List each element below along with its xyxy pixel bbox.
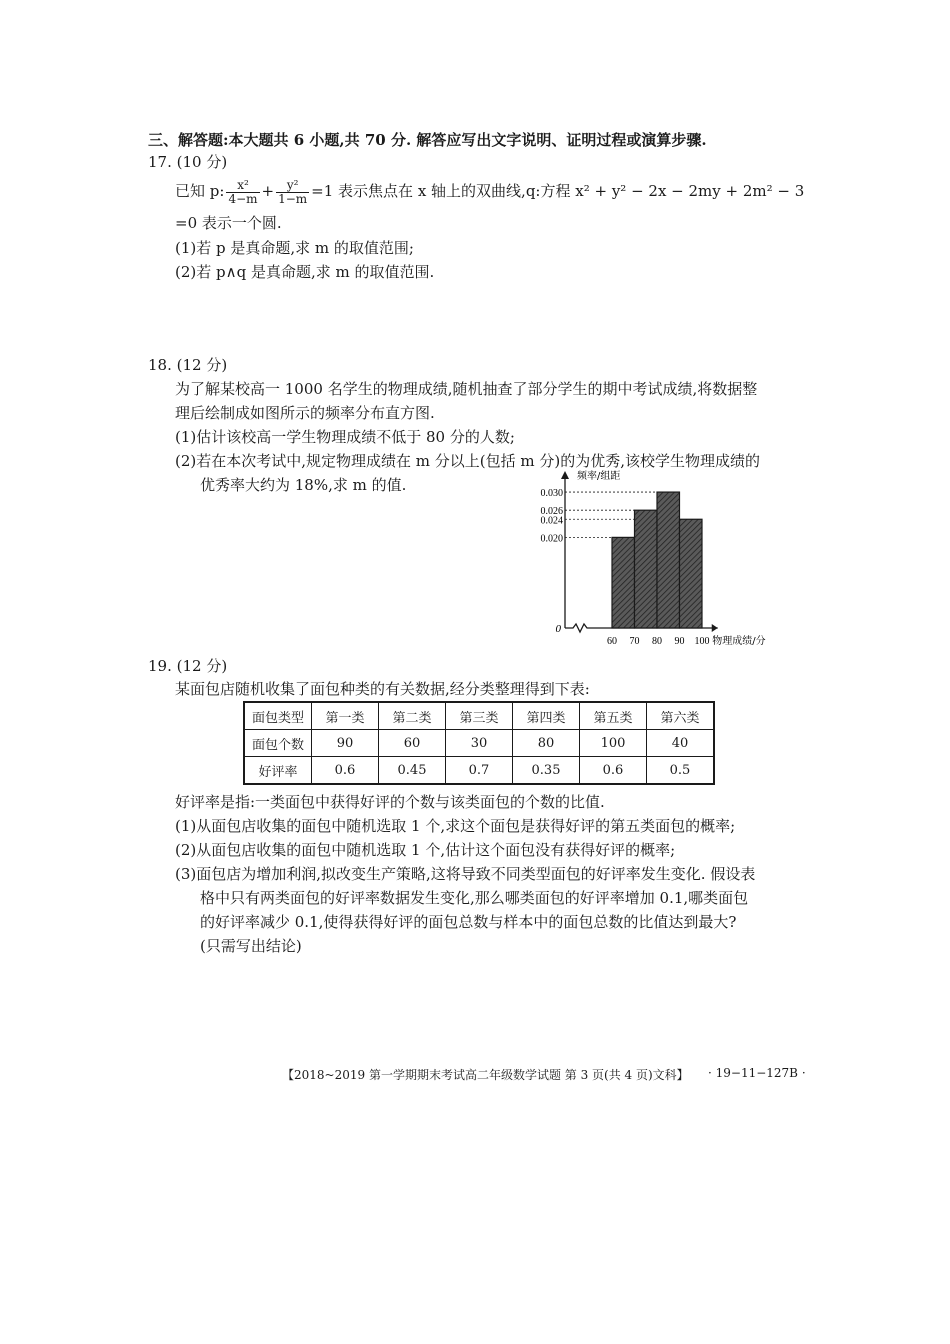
q19-part1: (1)从面包店收集的面包中随机选取 1 个,求这个面包是获得好评的第五类面包的概率; [175,817,736,835]
table-cell: 面包个数 [244,730,312,757]
y-axis-label: 频率/组距 [577,471,621,482]
table-header-cell: 面包类型 [244,702,312,730]
table-cell: 0.35 [513,757,580,785]
q17-frac2-num: y² [276,179,309,193]
bread-data-table [243,701,715,785]
q19-part3-line2: 格中只有两类面包的好评率数据发生变化,那么哪类面包的好评率增加 0.1,哪类面包 [200,889,749,907]
q19-intro: 某面包店随机收集了面包种类的有关数据,经分类整理得到下表: [175,680,590,698]
table-header-cell: 第一类 [312,702,379,730]
q17-number: 17. (10 分) [148,153,228,171]
q17-part1: (1)若 p 是真命题,求 m 的取值范围; [175,239,414,257]
q17-plus: + [261,182,275,200]
table-cell: 好评率 [244,757,312,785]
histogram-bar [657,492,680,628]
x-axis-arrow [712,624,718,632]
q19-part3-line3: 的好评率减少 0.1,使得获得好评的面包总数与样本中的面包总数的比值达到最大? [200,913,737,931]
table-cell: 0.6 [312,757,379,785]
q18-stem-line2: 理后绘制成如图所示的频率分布直方图. [175,404,435,422]
table-cell: 80 [513,730,580,757]
q18-part1: (1)估计该校高一学生物理成绩不低于 80 分的人数; [175,428,515,446]
x-tick-label: 80 [652,636,662,647]
table-cell: 0.6 [580,757,647,785]
q19-definition: 好评率是指:一类面包中获得好评的个数与该类面包的个数的比值. [175,793,605,811]
y-axis-arrow [561,471,569,479]
q19-part3-line1: (3)面包店为增加利润,拟改变生产策略,这将导致不同类型面包的好评率发生变化. 假设表 [175,865,756,883]
y-tick-label: 0.020 [540,533,563,545]
table-cell: 60 [379,730,446,757]
origin-label: 0 [555,623,561,635]
q17-stem [175,176,804,206]
x-tick-label: 100 [694,636,710,647]
q17-part2: (2)若 p∧q 是真命题,求 m 的取值范围. [175,263,435,281]
table-cell: 100 [580,730,647,757]
q17-stem-line2: =0 表示一个圆. [175,214,282,232]
y-tick-label: 0.024 [540,515,563,527]
table-row [244,730,714,757]
x-tick-label: 90 [674,636,685,647]
table-row [244,757,714,785]
x-axis-label: 物理成绩/分 [712,636,766,647]
frequency-histogram [520,465,800,650]
table-header-cell: 第三类 [446,702,513,730]
table-cell: 0.7 [446,757,513,785]
q17-stem-prefix: 已知 p: [175,182,225,200]
q18-stem-line1: 为了解某校高一 1000 名学生的物理成绩,随机抽查了部分学生的期中考试成绩,将数据整 [175,380,758,398]
table-header-cell: 第二类 [379,702,446,730]
footer-left: 【2018~2019 第一学期期末考试高二年级数学试题 第 3 页(共 4 页)文科】 [282,1068,689,1082]
table-header-cell: 第四类 [513,702,580,730]
q18-part2-line1: (2)若在本次考试中,规定物理成绩在 m 分以上(包括 m 分)的为优秀,该校学生物理成绩的 [175,452,761,470]
x-tick-label: 60 [607,636,617,647]
x-tick-label: 70 [629,636,640,647]
footer-right: · 19−11−127B · [708,1066,806,1080]
table-cell: 0.45 [379,757,446,785]
q17-frac1-num: x² [226,179,259,193]
q19-part3-line4: (只需写出结论) [200,937,302,955]
q18-number: 18. (12 分) [148,356,228,374]
histogram-bar [612,537,635,628]
table-cell: 90 [312,730,379,757]
q17-frac1-den: 4−m [228,191,258,206]
q17-stem-suffix: =1 表示焦点在 x 轴上的双曲线,q:方程 x² + y² − 2x − 2my + 2m² − 3 [311,182,805,200]
q17-frac2-den: 1−m [278,191,308,206]
table-header-cell: 第六类 [647,702,715,730]
table-cell: 40 [647,730,715,757]
q18-part2-line2: 优秀率大约为 18%,求 m 的值. [200,476,407,494]
histogram-bar [635,510,658,628]
section-header: 三、解答题:本大题共 6 小题,共 70 分. 解答应写出文字说明、证明过程或演算步骤. [148,131,707,149]
y-tick-label: 0.030 [540,488,563,500]
histogram-bar [680,519,703,628]
table-cell: 30 [446,730,513,757]
q17-fraction-1 [226,179,259,206]
y-tick-label: 0.026 [540,506,563,518]
q19-part2: (2)从面包店收集的面包中随机选取 1 个,估计这个面包没有获得好评的概率; [175,841,676,859]
table-header-row [244,702,714,730]
q19-number: 19. (12 分) [148,657,228,675]
table-header-cell: 第五类 [580,702,647,730]
q17-fraction-2 [276,179,309,206]
table-cell: 0.5 [647,757,715,785]
